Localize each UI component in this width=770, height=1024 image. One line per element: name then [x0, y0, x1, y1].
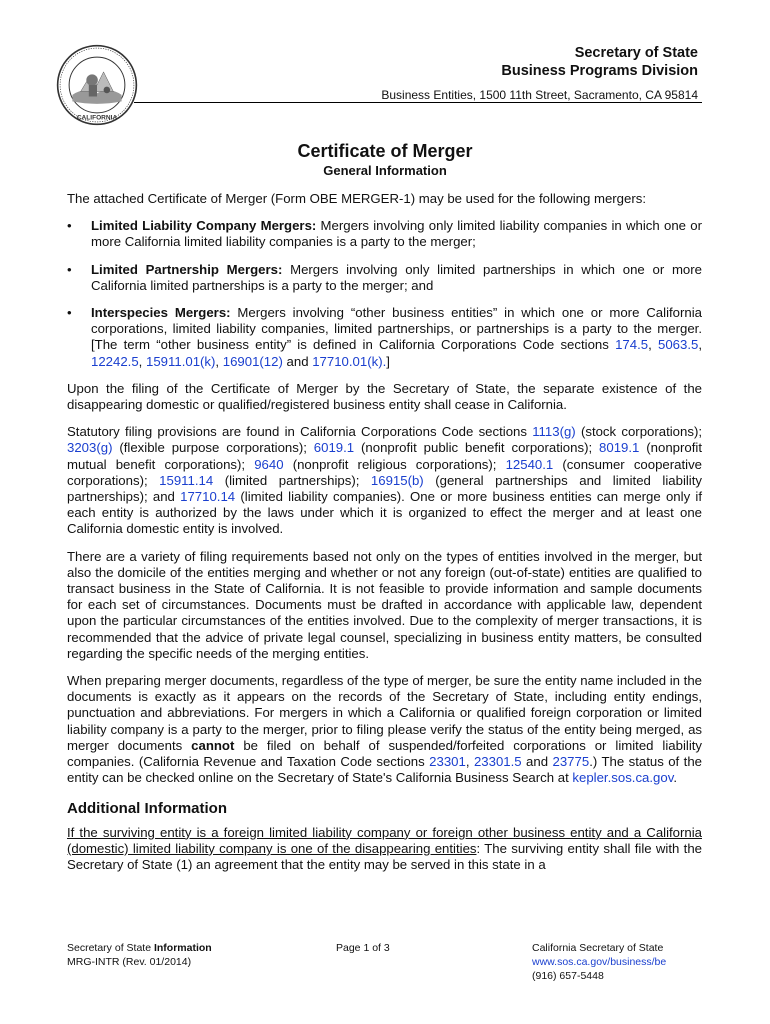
header-block: [381, 44, 698, 103]
division-name: Business Programs Division: [501, 63, 698, 79]
code-link[interactable]: 1113(g): [532, 424, 576, 440]
code-link[interactable]: 16915(b): [370, 472, 424, 488]
bullet-icon: •: [67, 261, 72, 277]
intro-paragraph: The attached Certificate of Merger (Form OBE MERGER-1) may be used for the following mergers:: [67, 191, 646, 206]
filing-paragraph: Upon the filing of the Certificate of Merger by the Secretary of State, the separate existence of the disappearing domestic or qualified/registered business entity shall cease in California.: [67, 380, 702, 413]
statutory-paragraph: Statutory filing provisions are found in California Corporations Code sections 1113(g) (stock corporations); 3203(g) (flexible purpose corporations); 6019.1 (nonprofit public benefit corporations); 8019.1 (nonprofit mutual benefit corporations); 9640 (nonprofit religious corporations); 12540.1 (consumer cooperative corporations); 15911.14 (limited partnerships); 16915(b) (general partnerships and limited liability partnerships); and 17710.14 (limited liability companies). One or more business entities can merge only if each entity is authorized by the laws under which it is organized to effect the merger and at least one California domestic entity is involved.: [67, 424, 703, 537]
merger-types-list: [67, 218, 702, 370]
list-item: • Limited Partnership Mergers: Mergers involving only limited partnerships in which one or more California limited partnerships is a party to the merger; and: [67, 261, 702, 293]
code-link[interactable]: 16901(12): [222, 353, 283, 369]
code-link[interactable]: 23301.5: [473, 754, 522, 770]
code-link[interactable]: 3203(g): [67, 440, 113, 456]
address: Business Entities, 1500 11th Street, Sacramento, CA 95814: [381, 88, 698, 102]
phone-number: (916) 657-5448: [532, 970, 604, 982]
variety-paragraph: There are a variety of filing requirements based not only on the types of entities involved in the merger, but also the domicile of the entities merging and whether or not any foreign (out-of-state) entities are qualified to transact business in the State of California. It is not feasible to provide information and sample documents for each set of circumstances. Documents must be drafted in accordance with applicable law, dependent upon the particular circumstances of the entities involved. Due to the complexity of merger transactions, it is recommended that the advice of private legal counsel, specializing in business entity matters, be consulted regarding the specific needs of the merging entities.: [67, 548, 702, 661]
code-link[interactable]: 9640: [254, 456, 284, 472]
page-subtitle: General Information: [323, 163, 447, 178]
code-link[interactable]: kepler.sos.ca.gov: [572, 770, 674, 786]
bullet-icon: •: [67, 305, 72, 321]
code-link[interactable]: 23301: [429, 754, 466, 770]
header-divider: [134, 102, 702, 103]
footer-right: California Secretary of State www.sos.ca.gov/business/be (916) 657-5448: [532, 942, 667, 982]
document-body: [67, 191, 702, 884]
additional-paragraph: If the surviving entity is a foreign limited liability company or foreign other business entity and a California (domestic) limited liability company is one of the disappearing entities: The surviving entity shall file with the Secretary of State (1) an agreement that the entity may be served in this state in a: [67, 824, 702, 873]
page-number: Page 1 of 3: [336, 942, 390, 954]
svg-text:CALIFORNIA: CALIFORNIA: [76, 114, 118, 122]
code-link[interactable]: 5063.5: [658, 337, 699, 353]
org-name: Secretary of State: [574, 45, 698, 61]
page-title: Certificate of Merger: [297, 141, 473, 161]
code-link[interactable]: 12540.1: [505, 456, 554, 472]
code-link[interactable]: 6019.1: [313, 440, 355, 456]
form-number: MRG-INTR (Rev. 01/2014): [67, 956, 192, 968]
list-item: • Limited Liability Company Mergers: Mergers involving only limited liability companies in which one or more California limited liability companies is a party to the merger;: [67, 218, 702, 250]
footer-left: Secretary of State Information MRG-INTR (Rev. 01/2014): [67, 942, 212, 968]
preparing-paragraph: When preparing merger documents, regardless of the type of merger, be sure the entity name included in the documents is exactly as it appears on the records of the Secretary of State, including entity endings, punctuation and abbreviations. For mergers in which a California or qualified foreign corporation or limited liability company is a party to the merger, prior to filing please verify the status of the entity being merged, as merger documents cannot be filed on behalf of suspended/forfeited corporations or limited liability companies. (California Revenue and Taxation Code sections 23301, 23301.5 and 23775.) The status of the entity can be checked online on the Secretary of State's California Business Search at kepler.sos.ca.gov.: [67, 673, 703, 786]
list-item: • Interspecies Mergers: Mergers involving “other business entities” in which one or more California corporations, limited liability companies, limited partnerships, or partnerships is a party to the merger. [The term “other business entity” is defined in California Corporations Code sections 174.5, 5063.5, 12242.5, 15911.01(k), 16901(12) and 17710.01(k).]: [67, 305, 703, 369]
website-link[interactable]: www.sos.ca.gov/business/be: [532, 956, 667, 968]
bullet-icon: •: [67, 218, 72, 234]
additional-info-heading: Additional Information: [67, 799, 227, 817]
code-link[interactable]: 23775: [552, 754, 590, 770]
code-link[interactable]: 12242.5: [91, 353, 139, 369]
code-link[interactable]: 15911.14: [159, 472, 214, 488]
code-link[interactable]: 17710.14: [180, 489, 236, 505]
california-seal-icon: [56, 44, 138, 126]
code-link[interactable]: 15911.01(k): [146, 353, 216, 369]
code-link[interactable]: 8019.1: [599, 440, 640, 456]
code-link[interactable]: 17710.01(k).: [312, 353, 387, 369]
code-link[interactable]: 174.5: [615, 337, 649, 353]
emphasis: cannot: [191, 737, 235, 753]
